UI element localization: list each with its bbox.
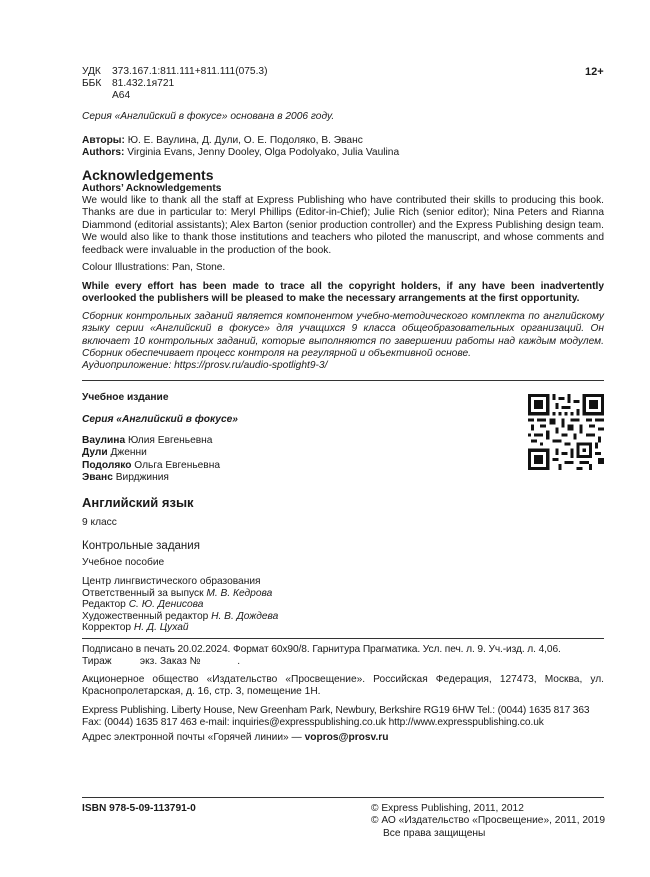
acknowledgements-subtitle: Authors’ Acknowledgements (82, 183, 222, 194)
list-item: Ваулина Юлия Евгеньевна (82, 435, 213, 446)
book-kind: Учебное пособие (82, 557, 165, 568)
series-note: Серия «Английский в фокусе» основана в 2006 году. (82, 111, 335, 122)
imprint-signed-line2: Тираж экз. Заказ № . (82, 656, 241, 667)
list-item: Центр лингвистического образования (82, 576, 261, 587)
authors-en-label: Authors: (82, 147, 125, 158)
qr-code-icon (528, 394, 604, 470)
list-item: Подоляко Ольга Евгеньевна (82, 459, 221, 471)
authors-ru-names: Ю. Е. Ваулина, Д. Дули, О. Е. Подоляко, В. Эванс (127, 135, 363, 146)
edition-authors (82, 435, 220, 485)
acknowledgements-body: We would like to thank all the staff at Express Publishing who have contributed their skills to producing this book. Thanks are due in particular to: Meryl Phillips (Editor-in-Chief); Julie Rich (senior editor); Nina Peters and Rianna Diammond (editorial assistants); Alex Barton (senior production controller) and the Express Publishing design team. We would also like to thank those institutions and teachers who piloted the manuscript, and whose comments and feedback were invaluable in the production of the book. (82, 195, 604, 256)
credits (82, 576, 278, 634)
book-title: Английский язык (82, 495, 194, 510)
annotation-text: Сборник контрольных заданий является компонентом учебно-методического комплекта по английскому языку серии «Английский в фокусе» для учащихся 9 класса общеобразовательных организаций. Он включает 10 контрольных заданий, которые выполняются по завершении работы над каждым модулем. Сборник обеспечивает процесс контроля на регулярной и объективной основе. (82, 311, 604, 360)
imprint-publisher: Акционерное общество «Издательство «Просвещение». Российская Федерация, 127473, Москва, ул. Краснопролетарская, д. 16, стр. 3, помещение 1Н. (82, 674, 604, 698)
udk-label: УДК (82, 66, 101, 77)
edition-type: Учебное издание (82, 392, 169, 403)
authors-ru (82, 135, 363, 147)
imprint-express-line1: Express Publishing. Liberty House, New Greenham Park, Newbury, Berkshire RG19 6HW Tel.: (0044) 1635 817 363 (82, 705, 590, 716)
list-item: Корректор Н. Д. Цухай (82, 622, 189, 633)
edition-series: Серия «Английский в фокусе» (82, 414, 238, 425)
hotline-label: Адрес электронной почты «Горячей линии» — (82, 732, 302, 743)
list-item: Редактор С. Ю. Денисова (82, 599, 204, 610)
bbk-value: 81.432.1я721 (112, 78, 175, 90)
authors-ru-label: Авторы: (82, 135, 125, 146)
list-item: Ответственный за выпуск М. В. Кедрова (82, 587, 273, 599)
divider-imprint (82, 638, 604, 639)
copyright-line: © АО «Издательство «Просвещение», 2011, 2019 (371, 815, 606, 827)
illustrations-credit: Colour Illustrations: Pan, Stone. (82, 262, 226, 273)
hotline (82, 732, 388, 744)
authors-en-names: Virginia Evans, Jenny Dooley, Olga Podolyako, Julia Vaulina (127, 147, 400, 158)
grade: 9 класс (82, 517, 117, 528)
authors-en (82, 147, 399, 159)
divider-bottom (82, 797, 604, 798)
author-mark: А64 (112, 90, 131, 102)
acknowledgements-title: Acknowledgements (82, 167, 214, 183)
divider-top (82, 380, 604, 381)
isbn: ISBN 978-5-09-113791-0 (82, 803, 196, 814)
udk-value: 373.167.1:811.111+811.111(075.3) (112, 66, 268, 77)
imprint-signed-line1: Подписано в печать 20.02.2024. Формат 60х90/8. Гарнитура Прагматика. Усл. печ. л. 9. Уч.-изд. л. 4,06. (82, 644, 561, 655)
list-item: Дули Дженни (82, 447, 147, 459)
age-rating-badge: 12+ (585, 66, 604, 78)
audio-link: Аудиоприложение: https://prosv.ru/audio-spotlight9-3/ (82, 360, 328, 371)
bbk-label: ББК (82, 78, 102, 90)
imprint-express-line2: Fax: (0044) 1635 817 463 e-mail: inquiries@expresspublishing.co.uk http://www.expresspublishing.co.uk (82, 717, 544, 728)
list-item: Эванс Вирджиния (82, 472, 169, 484)
copyright-block (371, 803, 605, 840)
book-subtitle: Контрольные задания (82, 540, 200, 552)
copyright-notice: While every effort has been made to trace all the copyright holders, if any have been inadvertently overlooked the publishers will be pleased to make the necessary arrangements at the first opportunity. (82, 281, 604, 305)
udk-block (82, 66, 268, 103)
copyright-line: Все права защищены (383, 827, 486, 839)
hotline-email: vopros@prosv.ru (304, 732, 389, 743)
copyright-line: © Express Publishing, 2011, 2012 (371, 803, 524, 814)
list-item: Художественный редактор Н. В. Дождева (82, 610, 279, 622)
